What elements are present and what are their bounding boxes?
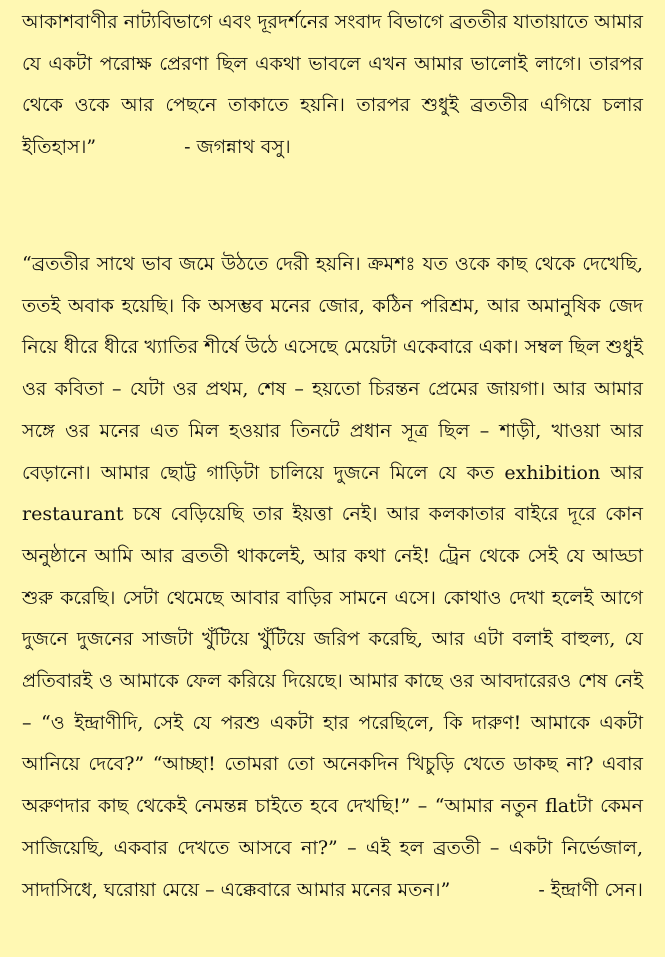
quote-paragraph-jagannath	[22, 2, 643, 169]
signature-jagannath-basu: - জগন্নাথ বসু।	[184, 136, 291, 159]
paragraph-text: “ব্রততীর সাথে ভাব জমে উঠতে দেরী হয়নি। ক্রমশঃ যত ওকে কাছ থেকে দেখেছি, ততই অবাক হয়েছি। কি অসম্ভব মনের জোর, কঠিন পরিশ্রম, আর অমানুষিক জেদ নিয়ে ধীরে ধীরে খ্যাতির শীর্ষে উঠে এসেছে মেয়েটা একেবারে একা। সম্বল ছিল শুধুই ওর কবিতা – যেটা ওর প্রথম, শেষ – হয়তো চিরন্তন প্রেমের জায়গা। আর আমার সঙ্গে ওর মনের এত মিল হওয়ার তিনটে প্রধান সূত্র ছিল – শাড়ী, খাওয়া আর বেড়ানো। আমার ছোট্ট গাড়িটা চালিয়ে দুজনে মিলে যে কত exhibition আর restaurant চষে বেড়িয়েছি তার ইয়ত্তা নেই। আর কলকাতার বাইরে দূরে কোন অনুষ্ঠানে আমি আর ব্রততী থাকলেই, আর কথা নেই! ট্রেন থেকে সেই যে আড্ডা শুরু করেছি। সেটা থেমেছে আবার বাড়ির সামনে এসে। কোথাও দেখা হলেই আগে দুজনে দুজনের সাজটা খুঁটিয়ে খুঁটিয়ে জরিপ করেছি, আর এটা বলাই বাহুল্য, যে প্রতিবারই ও আমাকে ফেল করিয়ে দিয়েছে। আমার কাছে ওর আবদারেরও শেষ নেই – “ও ইন্দ্রাণীদি, সেই যে পরশু একটা হার পরেছিলে, কি দারুণ! আমাকে একটা আনিয়ে দেবে?” “আচ্ছা! তোমরা তো অনেকদিন খিচুড়ি খেতে ডাকছ না? এবার অরুণদার কাছ থেকেই নেমন্তন্ন চাইতে হবে দেখছি!” – “আমার নতুন flatটা কেমন সাজিয়েছি, একবার দেখতে আসবে না?” – এই হল ব্রততী – একটা নির্ভেজাল, সাদাসিধে, ঘরোয়া মেয়ে – এক্কেবারে আমার মনের মতন।”	[22, 253, 643, 901]
quote-paragraph-indrani	[22, 244, 643, 911]
document-page	[22, 0, 643, 957]
paragraph-text: আকাশবাণীর নাট্যবিভাগে এবং দূরদর্শনের সংবাদ বিভাগে ব্রততীর যাতায়াতে আমার যে একটা পরোক্ষ প্রেরণা ছিল একথা ভাবলে এখন আমার ভালোই লাগে। তারপর থেকে ওকে আর পেছনে তাকাতে হয়নি। তারপর শুধুই ব্রততীর এগিয়ে চলার ইতিহাস।”	[22, 11, 643, 159]
signature-indrani-sen: - ইন্দ্রাণী সেন।	[538, 878, 643, 901]
